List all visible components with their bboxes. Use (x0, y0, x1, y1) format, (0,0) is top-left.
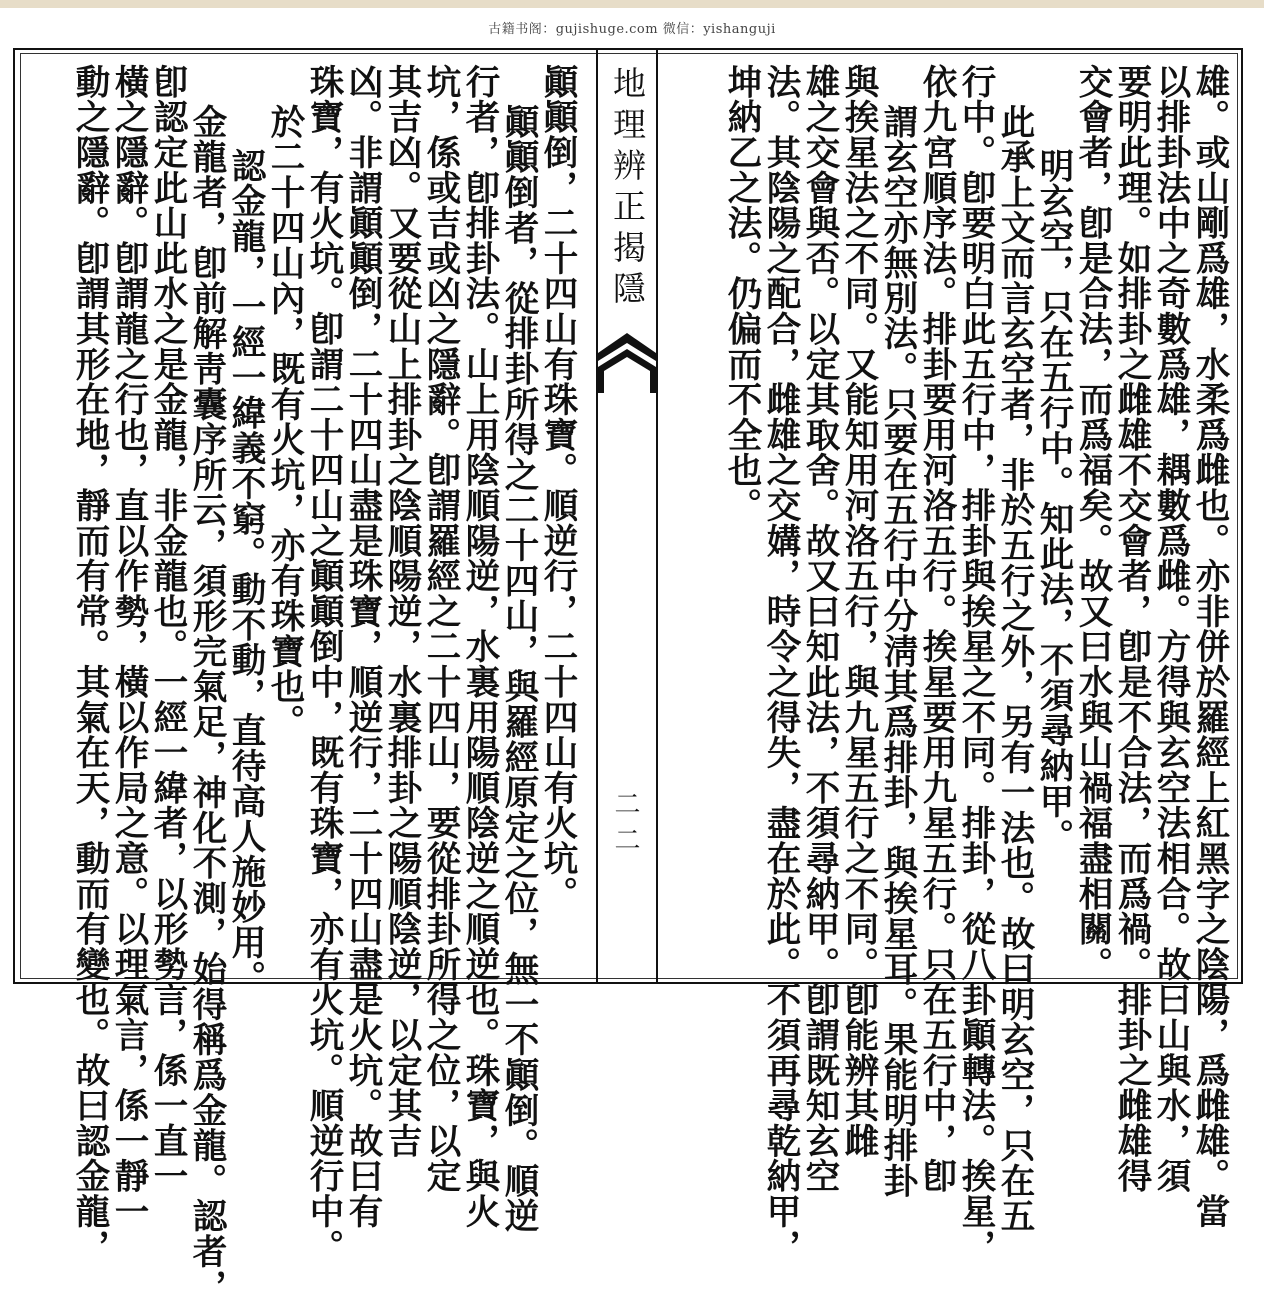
text-column: 金龍者，卽前解靑囊序所云，須形完氣足，神化不測，始得稱爲金龍。認者， (186, 104, 226, 1304)
page-number: 二二 (610, 790, 640, 862)
text-column: 凶。非謂顚顚倒，二十四山盡是珠寶，順逆行，二十四山盡是火坑。故曰有 (342, 64, 382, 1229)
watermark-caption: 古籍书阁：gujishuge.com 微信：yishanguji (488, 22, 776, 37)
left-page-text (28, 64, 577, 1304)
fishtail-ornament (598, 333, 656, 393)
text-column: 謂玄空亦無別法。只要在五行中分淸其爲排卦，與挨星耳。果能明排卦 (877, 104, 917, 1199)
text-column: 其吉凶。又要從山上排卦之陰順陽逆，水裏排卦之陽順陰逆，以定其吉 (381, 64, 421, 1159)
text-column: 顚顚倒者，從排卦所得之二十四山，與羅經原定之位，無一不顚倒。順逆 (498, 104, 538, 1234)
text-column: 卽認定此山此水之是金龍，非金龍也。一經一緯者，以形勢言，係一直一 (147, 64, 187, 1194)
text-column: 於二十四山內，既有火坑，亦有珠寶也。 (264, 104, 304, 740)
verse-column: 認金龍，一經一緯義不窮。動不動，直待高人施妙用。 (225, 148, 265, 996)
text-column: 法。其陰陽之配合，雌雄之交媾，時令之得失，盡在於此。不須再尋乾納甲， (760, 64, 800, 1265)
text-column: 坑，係或吉或凶之隱辭。卽謂羅經之二十四山，要從排卦所得之位，以定 (420, 64, 460, 1194)
text-column: 動之隱辭。卽謂其形在地，靜而有常。其氣在天，動而有變也。故曰認金龍， (69, 64, 109, 1265)
verse-column: 明玄空，只在五行中。知此法，不須尋納甲。 (1033, 148, 1073, 854)
text-column: 橫之隱辭。卽謂龍之行也，直以作勢，橫以作局之意。以理氣言，係一靜一 (108, 64, 148, 1229)
top-bar (0, 0, 1264, 8)
text-column: 雄。或山剛爲雄，水柔爲雌也。亦非併於羅經上紅黑字之陰陽，爲雌雄。當 (1189, 64, 1229, 1229)
book-title: 地理辨正揭隱 (608, 66, 647, 312)
verse-column: 顚顚倒，二十四山有珠寶。順逆行，二十四山有火坑。 (537, 64, 577, 912)
text-column: 坤納乙之法。仍偏而不全也。 (721, 64, 761, 523)
text-column: 珠寶，有火坑。卽謂二十四山之顚顚倒中，既有珠寶，亦有火坑。順逆行中。 (303, 64, 343, 1265)
text-column: 行者，卽排卦法。山上用陰順陽逆，水裏用陽順陰逆之順逆也。珠寶，與火 (459, 64, 499, 1229)
text-column: 雄之交會與否。以定其取舍。故又曰知此法，不須尋納甲。卽謂既知玄空 (799, 64, 839, 1194)
text-column: 要明此理。如排卦之雌雄不交會者，卽是不合法，而爲禍。排卦之雌雄得 (1111, 64, 1151, 1194)
text-column: 依九宮順序法。排卦要用河洛五行。挨星要用九星五行。只在五行中，卽 (916, 64, 956, 1194)
text-column: 以排卦法中之奇數爲雄，耦數爲雌。方得與玄空法相合。故曰山與水，須 (1150, 64, 1190, 1194)
text-column: 與挨星法之不同。又能知用河洛五行，與九星五行之不同。卽能辨其雌 (838, 64, 878, 1159)
text-column: 行中。卽要明白此五行中，排卦與挨星之不同。排卦，從八卦顚轉法。挨星， (955, 64, 995, 1265)
right-page-text (670, 64, 1229, 1265)
text-column: 交會者，卽是合法，而爲福矣。故又曰水與山禍福盡相關。 (1072, 64, 1112, 982)
text-column: 此承上文而言玄空者，非於五行之外，另有一法也。故曰明玄空，只在五 (994, 104, 1034, 1234)
